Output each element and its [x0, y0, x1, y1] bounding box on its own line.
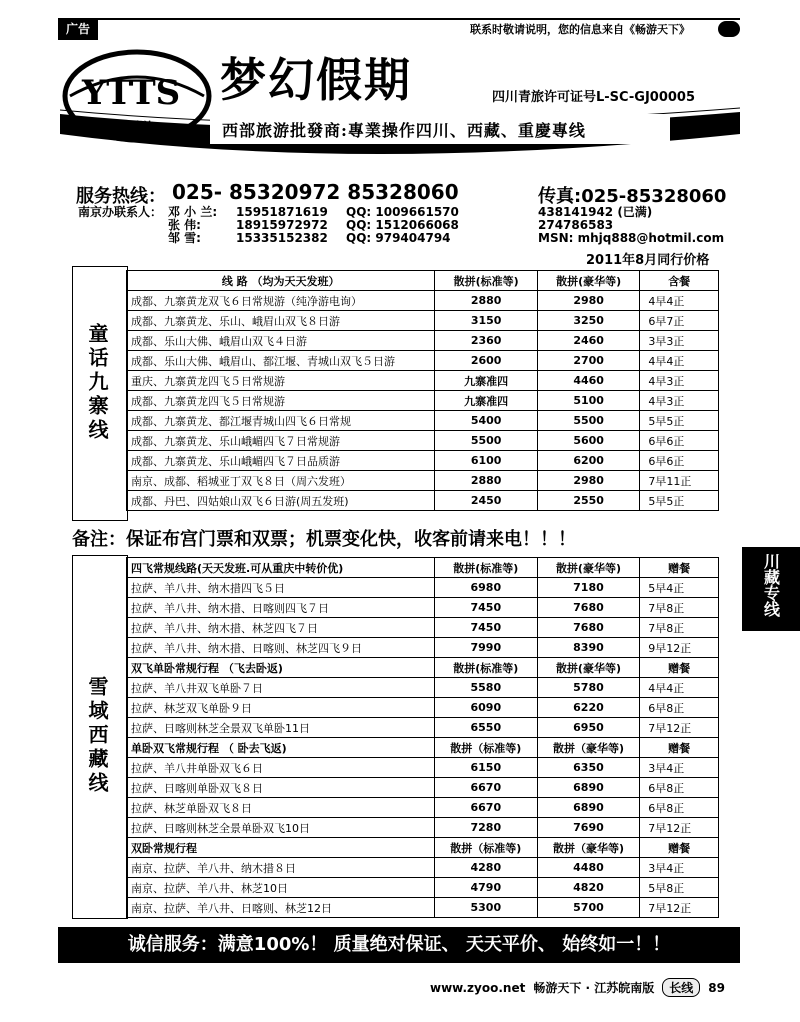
price-cell: 6早8正 — [640, 698, 719, 718]
table-row — [127, 578, 719, 598]
group-header: 散拼（豪华等) — [537, 738, 640, 758]
route-cell: 拉萨、林芝单卧双飞８日 — [127, 798, 435, 818]
fax-number: 传真:025-85328060 — [538, 186, 727, 207]
route-cell: 南京、拉萨、羊八井、林芝10日 — [127, 878, 435, 898]
table-row — [127, 351, 719, 371]
qq-line: 438141942 (已满) — [538, 205, 653, 219]
contact-qq: QQ: 1009661570 — [346, 205, 459, 219]
contact-note: 联系时敬请说明，您的信息来自《畅游天下》 — [470, 23, 690, 36]
table-row — [127, 598, 719, 618]
side-tab — [742, 547, 800, 631]
price-cell: 3早4正 — [640, 858, 719, 878]
price-cell: 4280 — [434, 858, 537, 878]
price-cell: 2450 — [435, 491, 538, 511]
jiuzhai-price-table — [126, 270, 719, 511]
group-header-row — [127, 558, 719, 578]
price-cell: 6早8正 — [640, 778, 719, 798]
price-cell: 5早8正 — [640, 878, 719, 898]
price-cell: 7280 — [434, 818, 537, 838]
price-cell: 4早4正 — [640, 291, 719, 311]
group-header: 双卧常规行程 — [127, 838, 435, 858]
table-row — [127, 291, 719, 311]
route-cell: 成都、乐山大佛、峨眉山、都江堰、青城山双飞５日游 — [127, 351, 435, 371]
group-header: 赠餐 — [640, 738, 719, 758]
price-date: 2011年8月同行价格 — [586, 253, 710, 268]
page-number: 89 — [708, 980, 725, 995]
route-cell: 拉萨、日喀则林芝全景单卧双飞10日 — [127, 818, 435, 838]
price-cell: 2360 — [435, 331, 538, 351]
svg-text:YTTS: YTTS — [82, 73, 181, 113]
hotline-numbers: 025- 85320972 85328060 — [172, 180, 459, 204]
price-cell: 7早8正 — [640, 598, 719, 618]
price-cell: 5700 — [537, 898, 640, 918]
table-row — [127, 391, 719, 411]
price-cell: 7450 — [434, 598, 537, 618]
price-cell: 3早4正 — [640, 758, 719, 778]
table-row — [127, 431, 719, 451]
group-header: 双飞单卧常规行程 （飞去卧返) — [127, 658, 435, 678]
ad-tag: 广告 — [58, 18, 98, 40]
price-cell: 5500 — [435, 431, 538, 451]
section1-side — [72, 266, 128, 521]
table-row — [127, 818, 719, 838]
price-cell: 九寨准四 — [435, 371, 538, 391]
route-cell: 重庆、九寨黄龙四飞５日常规游 — [127, 371, 435, 391]
price-cell: 5600 — [537, 431, 640, 451]
price-cell: 6350 — [537, 758, 640, 778]
table-row — [127, 491, 719, 511]
price-cell: 6早8正 — [640, 798, 719, 818]
price-cell: 5早5正 — [640, 411, 719, 431]
column-header: 散拼(豪华等) — [537, 271, 640, 291]
route-cell: 拉萨、羊八井单卧双飞６日 — [127, 758, 435, 778]
group-header: 散拼(标准等) — [434, 558, 537, 578]
contact-name: 邹 雪: — [168, 231, 201, 245]
column-header: 线 路 （均为天天发班） — [127, 271, 435, 291]
price-cell: 4早4正 — [640, 678, 719, 698]
remark: 备注：保证布宫门票和双票；机票变化快，收客前请来电！！！ — [72, 529, 576, 550]
table-row — [127, 411, 719, 431]
table-row — [127, 798, 719, 818]
contact-name: 邓 小 兰: — [168, 205, 218, 219]
price-cell: 九寨准四 — [435, 391, 538, 411]
corner-logo-icon — [718, 21, 740, 37]
group-header-row — [127, 658, 719, 678]
price-cell: 6早6正 — [640, 451, 719, 471]
table-row — [127, 311, 719, 331]
contact-qq: QQ: 1512066068 — [346, 218, 459, 232]
price-cell: 7990 — [434, 638, 537, 658]
section2-label: 雪域西藏线 — [85, 676, 109, 796]
price-cell: 7早8正 — [640, 618, 719, 638]
table-row — [127, 898, 719, 918]
group-header: 散拼(标准等) — [434, 658, 537, 678]
office-label: 南京办联系人： — [78, 205, 163, 219]
price-cell: 7早12正 — [640, 898, 719, 918]
price-cell: 7450 — [434, 618, 537, 638]
tibet-price-table — [126, 557, 719, 918]
price-cell: 6950 — [537, 718, 640, 738]
price-cell: 4820 — [537, 878, 640, 898]
price-cell: 5580 — [434, 678, 537, 698]
price-cell: 4早3正 — [640, 371, 719, 391]
route-cell: 拉萨、羊八井、纳木措、日喀则四飞７日 — [127, 598, 435, 618]
table-row — [127, 698, 719, 718]
footer-tag: 长线 — [662, 978, 700, 997]
contact-name: 张 伟: — [168, 218, 201, 232]
table-row — [127, 678, 719, 698]
footer-url: www.zyoo.net — [430, 980, 526, 995]
table-row — [127, 451, 719, 471]
hotline-label: 服务热线： — [76, 186, 166, 207]
price-cell: 5早5正 — [640, 491, 719, 511]
price-cell: 5早4正 — [640, 578, 719, 598]
price-cell: 6890 — [537, 778, 640, 798]
price-cell: 7早12正 — [640, 718, 719, 738]
group-header: 赠餐 — [640, 838, 719, 858]
table-row — [127, 718, 719, 738]
price-cell: 5780 — [537, 678, 640, 698]
column-header: 含餐 — [640, 271, 719, 291]
price-cell: 2460 — [537, 331, 640, 351]
price-cell: 7690 — [537, 818, 640, 838]
price-cell: 5400 — [435, 411, 538, 431]
group-header-row — [127, 738, 719, 758]
price-cell: 7早11正 — [640, 471, 719, 491]
price-cell: 4460 — [537, 371, 640, 391]
route-cell: 成都、九寨黄龙双飞６日常规游（纯净游电询） — [127, 291, 435, 311]
route-cell: 拉萨、羊八井、纳木措四飞５日 — [127, 578, 435, 598]
price-cell: 2980 — [537, 291, 640, 311]
price-cell: 3250 — [537, 311, 640, 331]
price-cell: 6早6正 — [640, 431, 719, 451]
route-cell: 南京、拉萨、羊八井、日喀则、林芝12日 — [127, 898, 435, 918]
price-cell: 6150 — [434, 758, 537, 778]
section1-label: 童话九寨线 — [85, 323, 109, 443]
table-row — [127, 858, 719, 878]
price-cell: 6670 — [434, 778, 537, 798]
column-header: 散拼(标准等) — [435, 271, 538, 291]
route-cell: 拉萨、日喀则单卧双飞８日 — [127, 778, 435, 798]
table-row — [127, 471, 719, 491]
table-row — [127, 371, 719, 391]
contact-qq: QQ: 979404794 — [346, 231, 451, 245]
route-cell: 南京、成都、稻城亚丁双飞８日（周六发班） — [127, 471, 435, 491]
brand-name: 梦幻假期 — [220, 53, 412, 107]
price-cell: 5500 — [537, 411, 640, 431]
price-cell: 4480 — [537, 858, 640, 878]
contact-phone: 15951871619 — [236, 205, 328, 219]
side-tab-label: 川藏专线 — [761, 553, 781, 617]
price-cell: 5100 — [537, 391, 640, 411]
group-header: 散拼（豪华等) — [537, 838, 640, 858]
price-cell: 2550 — [537, 491, 640, 511]
price-cell: 4早3正 — [640, 391, 719, 411]
tagline: 西部旅游批發商:專業操作四川、西藏、重慶專线 — [222, 121, 586, 140]
group-header: 散拼（标准等) — [434, 838, 537, 858]
price-cell: 7180 — [537, 578, 640, 598]
price-cell: 6100 — [435, 451, 538, 471]
route-cell: 拉萨、日喀则林芝全景双飞单卧11日 — [127, 718, 435, 738]
route-cell: 南京、拉萨、羊八井、纳木措８日 — [127, 858, 435, 878]
group-header: 赠餐 — [640, 558, 719, 578]
price-cell: 5300 — [434, 898, 537, 918]
price-cell: 6早7正 — [640, 311, 719, 331]
contact-phone: 18915972972 — [236, 218, 328, 232]
price-cell: 6220 — [537, 698, 640, 718]
group-header: 散拼(豪华等) — [537, 658, 640, 678]
route-cell: 成都、九寨黄龙、乐山、峨眉山双飞８日游 — [127, 311, 435, 331]
footer-info — [430, 978, 725, 997]
table-row — [127, 758, 719, 778]
route-cell: 成都、九寨黄龙、乐山峨嵋四飞７日品质游 — [127, 451, 435, 471]
price-cell: 7早12正 — [640, 818, 719, 838]
group-header: 散拼（标准等) — [434, 738, 537, 758]
price-cell: 2980 — [537, 471, 640, 491]
table-header-row — [127, 271, 719, 291]
route-cell: 拉萨、羊八井双飞单卧７日 — [127, 678, 435, 698]
table-row — [127, 778, 719, 798]
price-cell: 6980 — [434, 578, 537, 598]
footer-slogan: 诚信服务：满意100%！ 质量绝对保证、 天天平价、 始终如一！！ — [58, 927, 740, 963]
table-row — [127, 618, 719, 638]
price-cell: 6090 — [434, 698, 537, 718]
contact-extra — [538, 206, 724, 245]
contact-phone: 15335152382 — [236, 231, 328, 245]
route-cell: 成都、九寨黄龙四飞５日常规游 — [127, 391, 435, 411]
table-row — [127, 878, 719, 898]
price-cell: 7680 — [537, 598, 640, 618]
price-cell: 7680 — [537, 618, 640, 638]
price-cell: 4790 — [434, 878, 537, 898]
footer-pub: 畅游天下 · 江苏皖南版 — [533, 981, 655, 995]
price-cell: 6890 — [537, 798, 640, 818]
route-cell: 拉萨、林芝双飞单卧９日 — [127, 698, 435, 718]
price-cell: 2880 — [435, 471, 538, 491]
route-cell: 成都、九寨黄龙、都江堰青城山四飞６日常规 — [127, 411, 435, 431]
route-cell: 拉萨、羊八井、纳木措、日喀则、林芝四飞９日 — [127, 638, 435, 658]
qq-line: 274786583 — [538, 218, 614, 232]
group-header: 赠餐 — [640, 658, 719, 678]
price-cell: 6670 — [434, 798, 537, 818]
msn-line: MSN: mhjq888@hotmil.com — [538, 231, 725, 245]
group-header-row — [127, 838, 719, 858]
group-header: 四飞常规线路(天天发班.可从重庆中转价优) — [127, 558, 435, 578]
route-cell: 拉萨、羊八井、纳木措、林芝四飞７日 — [127, 618, 435, 638]
price-cell: 3早3正 — [640, 331, 719, 351]
price-cell: 2600 — [435, 351, 538, 371]
price-cell: 2880 — [435, 291, 538, 311]
contact-people — [78, 206, 486, 245]
price-cell: 4早4正 — [640, 351, 719, 371]
table-row — [127, 331, 719, 351]
price-cell: 6550 — [434, 718, 537, 738]
route-cell: 成都、丹巴、四姑娘山双飞６日游(周五发班) — [127, 491, 435, 511]
section2-side — [72, 555, 128, 919]
table-row — [127, 638, 719, 658]
group-header: 单卧双飞常规行程 （ 卧去飞返) — [127, 738, 435, 758]
group-header: 散拼(豪华等) — [537, 558, 640, 578]
route-cell: 成都、九寨黄龙、乐山峨嵋四飞７日常规游 — [127, 431, 435, 451]
price-cell: 9早12正 — [640, 638, 719, 658]
price-cell: 6200 — [537, 451, 640, 471]
price-cell: 2700 — [537, 351, 640, 371]
price-cell: 8390 — [537, 638, 640, 658]
license-number: 四川青旅许可证号L-SC-GJ00005 — [492, 90, 696, 105]
price-cell: 3150 — [435, 311, 538, 331]
route-cell: 成都、乐山大佛、峨眉山双飞４日游 — [127, 331, 435, 351]
